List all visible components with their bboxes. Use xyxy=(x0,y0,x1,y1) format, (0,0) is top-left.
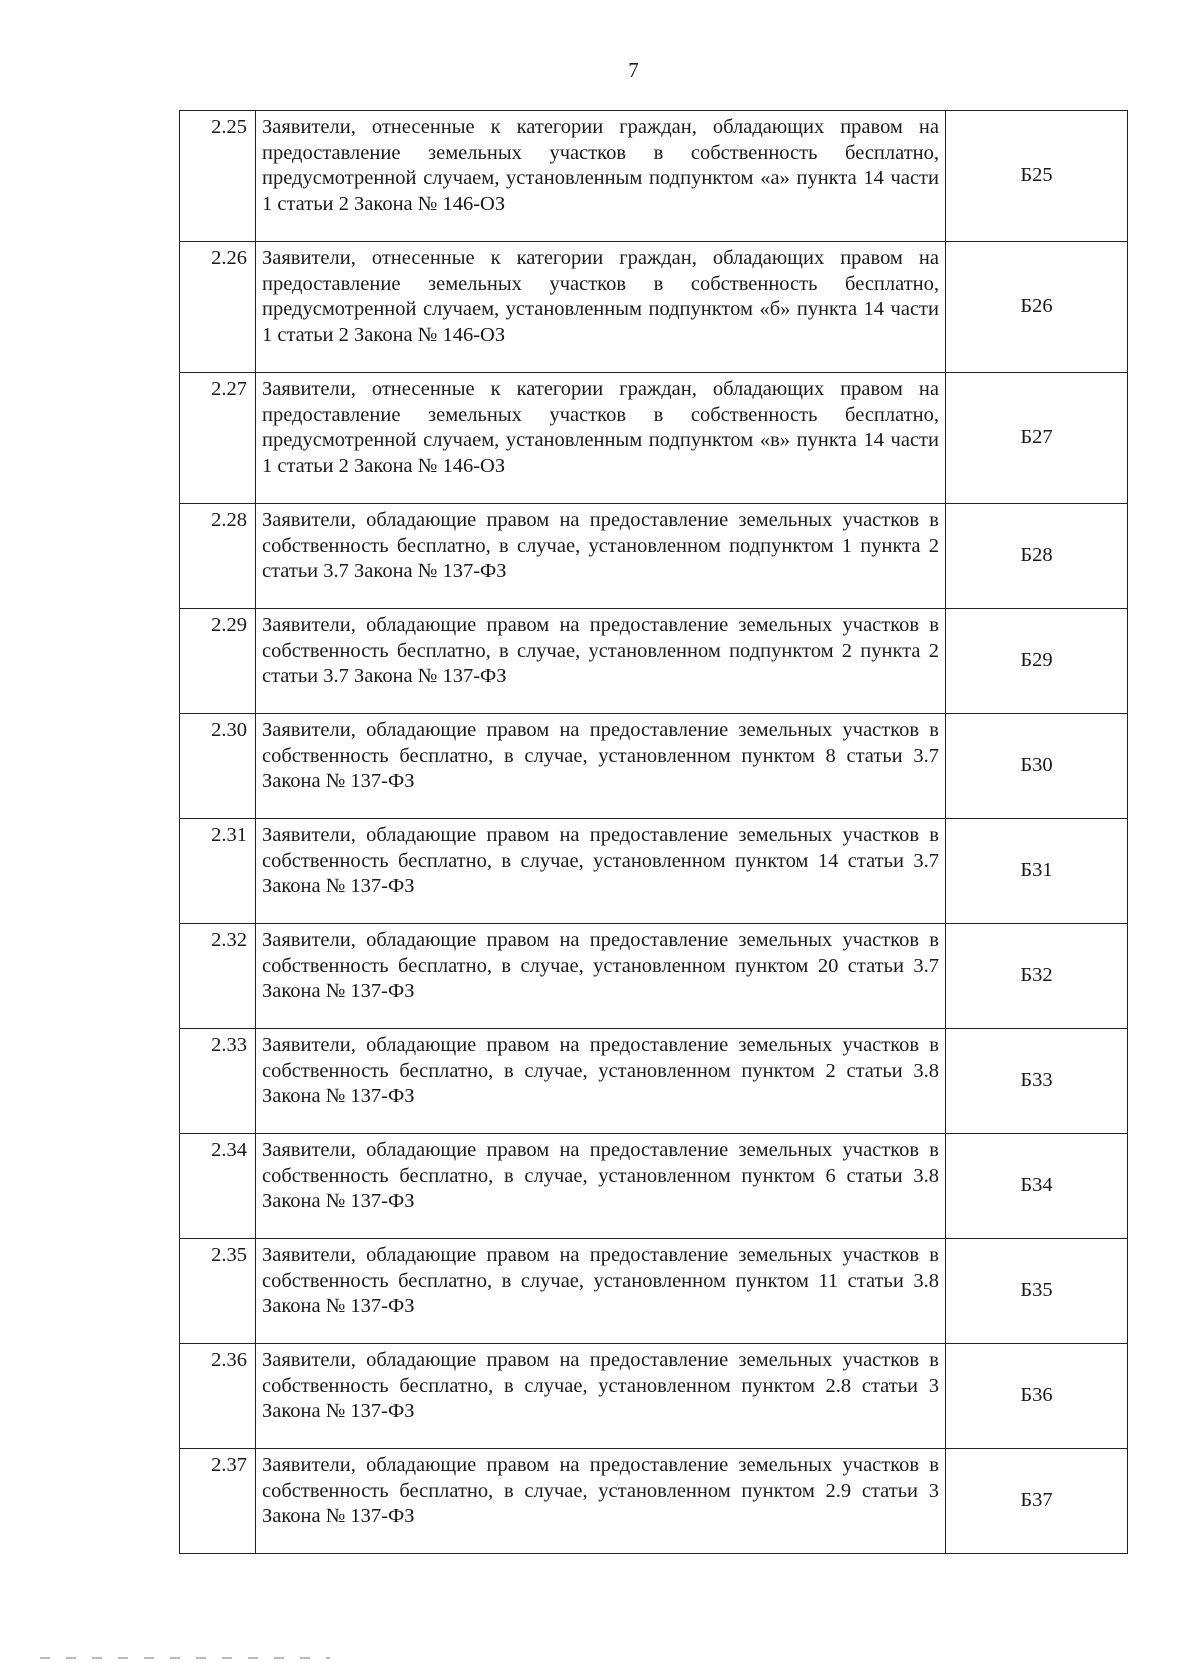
table-row xyxy=(180,1239,1128,1344)
table-row xyxy=(180,1344,1128,1449)
table-row xyxy=(180,1449,1128,1554)
row-number: 2.34 xyxy=(180,1134,256,1239)
row-number: 2.36 xyxy=(180,1344,256,1449)
row-code: Б35 xyxy=(946,1239,1128,1344)
row-description: Заявители, отнесенные к категории граждан, обладающих правом на предоставление земельных участков в собственность бесплатно, предусмотренной случаем, установленным подпунктом «а» пункта 14 части 1 статьи 2 Закона № 146-ОЗ xyxy=(256,111,946,242)
row-code: Б26 xyxy=(946,242,1128,373)
row-code: Б33 xyxy=(946,1029,1128,1134)
table-row xyxy=(180,714,1128,819)
row-code: Б29 xyxy=(946,609,1128,714)
row-description: Заявители, обладающие правом на предоставление земельных участков в собственность бесплатно, в случае, установленном пунктом 20 статьи 3.7 Закона № 137-ФЗ xyxy=(256,924,946,1029)
row-code: Б27 xyxy=(946,373,1128,504)
row-number: 2.29 xyxy=(180,609,256,714)
row-code: Б30 xyxy=(946,714,1128,819)
applicant-categories-table xyxy=(179,110,1128,1554)
row-description: Заявители, обладающие правом на предоставление земельных участков в собственность бесплатно, в случае, установленном пунктом 2.9 статьи 3 Закона № 137-ФЗ xyxy=(256,1449,946,1554)
row-number: 2.30 xyxy=(180,714,256,819)
table-row xyxy=(180,819,1128,924)
page-number: 7 xyxy=(628,58,639,82)
row-description: Заявители, обладающие правом на предоставление земельных участков в собственность бесплатно, в случае, установленном пунктом 6 статьи 3.8 Закона № 137-ФЗ xyxy=(256,1134,946,1239)
row-description: Заявители, обладающие правом на предоставление земельных участков в собственность бесплатно, в случае, установленном подпунктом 2 пункта 2 статьи 3.7 Закона № 137-ФЗ xyxy=(256,609,946,714)
row-code: Б37 xyxy=(946,1449,1128,1554)
row-description: Заявители, обладающие правом на предоставление земельных участков в собственность бесплатно, в случае, установленном пунктом 8 статьи 3.7 Закона № 137-ФЗ xyxy=(256,714,946,819)
table-row xyxy=(180,373,1128,504)
row-code: Б34 xyxy=(946,1134,1128,1239)
row-number: 2.37 xyxy=(180,1449,256,1554)
table-row xyxy=(180,242,1128,373)
row-description: Заявители, обладающие правом на предоставление земельных участков в собственность бесплатно, в случае, установленном пунктом 14 статьи 3.7 Закона № 137-ФЗ xyxy=(256,819,946,924)
row-number: 2.25 xyxy=(180,111,256,242)
row-number: 2.26 xyxy=(180,242,256,373)
row-code: Б32 xyxy=(946,924,1128,1029)
row-code: Б28 xyxy=(946,504,1128,609)
row-description: Заявители, обладающие правом на предоставление земельных участков в собственность бесплатно, в случае, установленном пунктом 11 статьи 3.8 Закона № 137-ФЗ xyxy=(256,1239,946,1344)
row-description: Заявители, обладающие правом на предоставление земельных участков в собственность бесплатно, в случае, установленном пунктом 2.8 статьи 3 Закона № 137-ФЗ xyxy=(256,1344,946,1449)
row-code: Б36 xyxy=(946,1344,1128,1449)
table-row xyxy=(180,1134,1128,1239)
row-description: Заявители, обладающие правом на предоставление земельных участков в собственность бесплатно, в случае, установленном пунктом 2 статьи 3.8 Закона № 137-ФЗ xyxy=(256,1029,946,1134)
row-description: Заявители, отнесенные к категории граждан, обладающих правом на предоставление земельных участков в собственность бесплатно, предусмотренной случаем, установленным подпунктом «б» пункта 14 части 1 статьи 2 Закона № 146-ОЗ xyxy=(256,242,946,373)
row-number: 2.35 xyxy=(180,1239,256,1344)
table-row xyxy=(180,111,1128,242)
row-number: 2.32 xyxy=(180,924,256,1029)
scan-artifact xyxy=(40,1657,330,1659)
table-row xyxy=(180,609,1128,714)
row-description: Заявители, отнесенные к категории граждан, обладающих правом на предоставление земельных участков в собственность бесплатно, предусмотренной случаем, установленным подпунктом «в» пункта 14 части 1 статьи 2 Закона № 146-ОЗ xyxy=(256,373,946,504)
table-row xyxy=(180,1029,1128,1134)
row-number: 2.28 xyxy=(180,504,256,609)
row-number: 2.31 xyxy=(180,819,256,924)
row-number: 2.27 xyxy=(180,373,256,504)
table-row xyxy=(180,504,1128,609)
table-row xyxy=(180,924,1128,1029)
row-number: 2.33 xyxy=(180,1029,256,1134)
row-description: Заявители, обладающие правом на предоставление земельных участков в собственность бесплатно, в случае, установленном подпунктом 1 пункта 2 статьи 3.7 Закона № 137-ФЗ xyxy=(256,504,946,609)
row-code: Б25 xyxy=(946,111,1128,242)
row-code: Б31 xyxy=(946,819,1128,924)
